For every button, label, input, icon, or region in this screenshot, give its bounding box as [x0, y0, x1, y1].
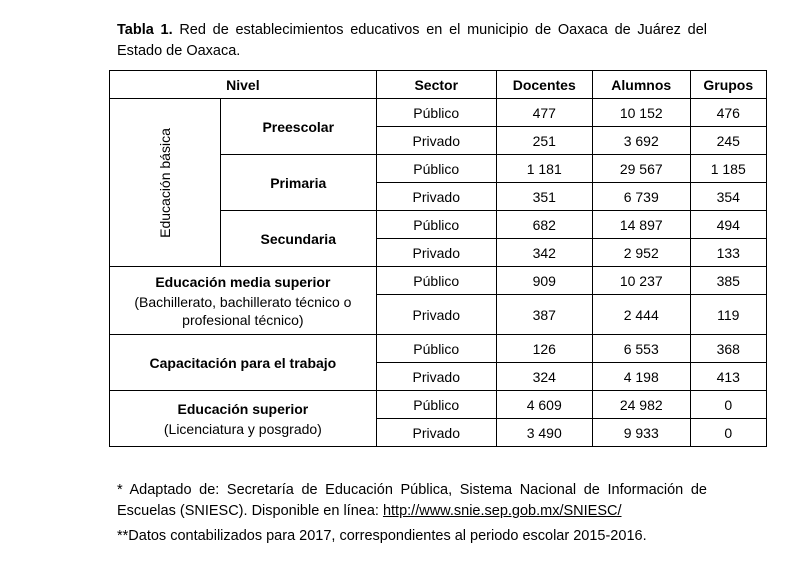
caption-text: Red de establecimientos educativos en el municipio de Oaxaca de Juárez del Estado de Oaxaca.	[117, 22, 707, 59]
table-caption	[117, 20, 707, 62]
source-note-text: * Adaptado de: Secretaría de Educación Pública, Sistema Nacional de Información de Escuelas (SNIESC). Disponible en línea:	[117, 482, 707, 519]
cell-grupos: 0	[690, 391, 766, 419]
cell-grupos: 245	[690, 127, 766, 155]
cell-sector: Público	[376, 335, 496, 363]
level-superior	[110, 391, 377, 447]
level-preescolar: Preescolar	[220, 99, 376, 155]
level-media-superior	[110, 267, 377, 335]
level-superior-subtitle: (Licenciatura y posgrado)	[163, 420, 322, 437]
cell-grupos: 494	[690, 211, 766, 239]
cell-grupos: 0	[690, 419, 766, 447]
cell-alumnos: 3 692	[592, 127, 690, 155]
cell-sector: Privado	[376, 295, 496, 335]
cell-docentes: 4 609	[496, 391, 592, 419]
header-sector: Sector	[376, 71, 496, 99]
cell-docentes: 251	[496, 127, 592, 155]
cell-alumnos: 10 152	[592, 99, 690, 127]
cell-docentes: 682	[496, 211, 592, 239]
cell-alumnos: 6 739	[592, 183, 690, 211]
level-secundaria: Secundaria	[220, 211, 376, 267]
cell-grupos: 368	[690, 335, 766, 363]
cell-alumnos: 14 897	[592, 211, 690, 239]
cell-sector: Público	[376, 155, 496, 183]
level-superior-title: Educación superior	[177, 400, 309, 417]
level-media-superior-subtitle: (Bachillerato, bachillerato técnico o profesional técnico)	[134, 293, 352, 328]
cell-docentes: 126	[496, 335, 592, 363]
table-row	[110, 391, 767, 419]
header-docentes: Docentes	[496, 71, 592, 99]
table-row	[110, 335, 767, 363]
cell-grupos: 385	[690, 267, 766, 295]
source-note	[117, 480, 707, 522]
cell-sector: Público	[376, 391, 496, 419]
cell-docentes: 477	[496, 99, 592, 127]
cell-alumnos: 9 933	[592, 419, 690, 447]
header-grupos: Grupos	[690, 71, 766, 99]
cell-sector: Privado	[376, 127, 496, 155]
cell-sector: Privado	[376, 363, 496, 391]
cell-grupos: 1 185	[690, 155, 766, 183]
source-link[interactable]: http://www.snie.sep.gob.mx/SNIESC/	[382, 503, 622, 519]
cell-alumnos: 2 444	[592, 295, 690, 335]
cell-grupos: 476	[690, 99, 766, 127]
cell-docentes: 1 181	[496, 155, 592, 183]
cell-grupos: 413	[690, 363, 766, 391]
cell-docentes: 387	[496, 295, 592, 335]
level-capacitacion: Capacitación para el trabajo	[110, 335, 377, 391]
cell-alumnos: 24 982	[592, 391, 690, 419]
level-primaria: Primaria	[220, 155, 376, 211]
cell-sector: Público	[376, 99, 496, 127]
cell-docentes: 324	[496, 363, 592, 391]
cell-docentes: 351	[496, 183, 592, 211]
header-row	[110, 71, 767, 99]
cell-alumnos: 2 952	[592, 239, 690, 267]
table-row	[110, 99, 767, 127]
cell-docentes: 909	[496, 267, 592, 295]
cell-docentes: 3 490	[496, 419, 592, 447]
header-alumnos: Alumnos	[592, 71, 690, 99]
cell-alumnos: 29 567	[592, 155, 690, 183]
education-table	[109, 70, 767, 447]
cell-sector: Público	[376, 211, 496, 239]
cell-sector: Público	[376, 267, 496, 295]
header-nivel: Nivel	[110, 71, 377, 99]
cell-alumnos: 4 198	[592, 363, 690, 391]
cell-sector: Privado	[376, 419, 496, 447]
cell-alumnos: 6 553	[592, 335, 690, 363]
cell-alumnos: 10 237	[592, 267, 690, 295]
cell-grupos: 354	[690, 183, 766, 211]
cell-grupos: 133	[690, 239, 766, 267]
cell-docentes: 342	[496, 239, 592, 267]
cell-sector: Privado	[376, 183, 496, 211]
table-row	[110, 267, 767, 295]
basic-education-label: Educación básica	[156, 127, 173, 238]
cell-grupos: 119	[690, 295, 766, 335]
basic-education-label-cell	[110, 99, 221, 267]
cell-sector: Privado	[376, 239, 496, 267]
data-note: **Datos contabilizados para 2017, correspondientes al periodo escolar 2015-2016.	[117, 528, 647, 544]
caption-label: Tabla 1.	[117, 22, 173, 38]
level-media-superior-title: Educación media superior	[155, 273, 331, 290]
